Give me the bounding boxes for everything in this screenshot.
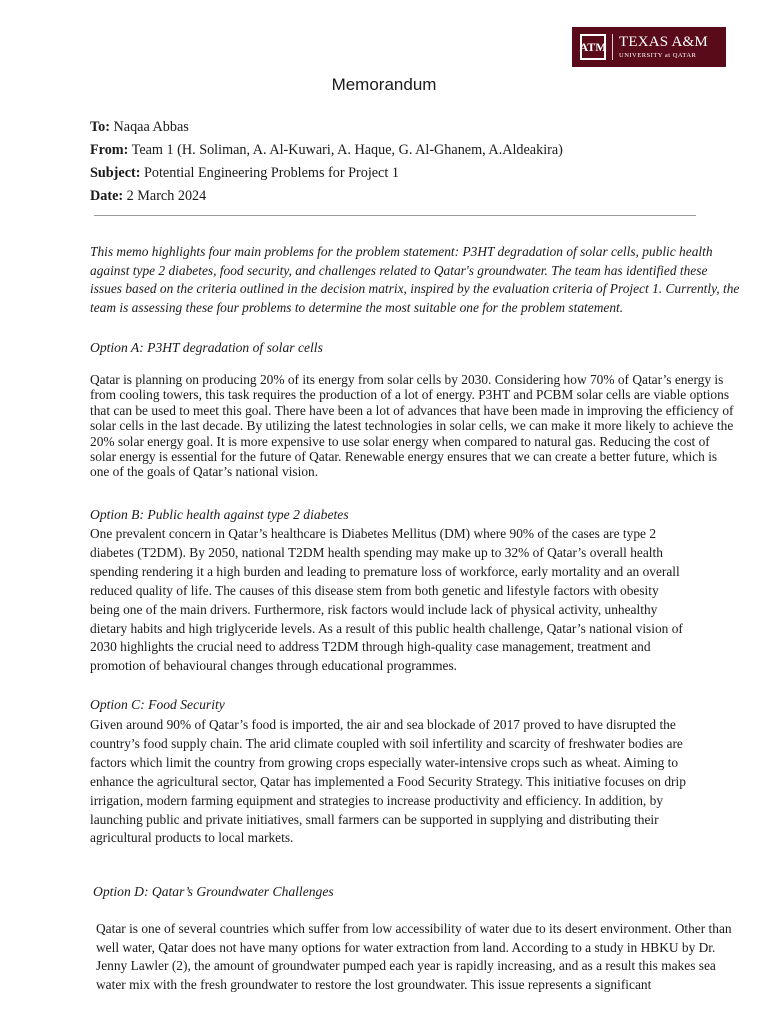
to-label: To: (90, 119, 110, 135)
intro-paragraph: This memo highlights four main problems for the problem statement: P3HT degradation of solar cells, public health against type 2 diabetes, food security, and challenges related to Qatar's groundwater. The team has identified these issues based on the criteria outlined in the decision matrix, inspired by the evaluation criteria of Project 1. Currently, the team is assessing these four problems to determine the most suitable one for the problem statement. (90, 244, 740, 316)
option-d-body: Qatar is one of several countries which suffer from low accessibility of water due to its desert environment. Other than well water, Qatar does not have many options for water extraction from land. According to a study in HBKU by Dr. Jenny Lawler (2), the amount of groundwater pumped each year is rapidly increasing, and as a result this makes sea water mix with the fresh groundwater to restore the lost groundwater. This issue represents a significant (96, 921, 732, 993)
logo-text (619, 35, 708, 60)
option-c-heading: Option C: Food Security (90, 697, 225, 712)
date-line (90, 185, 563, 208)
logo-subtitle: UNIVERSITY at QATAR (619, 51, 697, 59)
option-d-heading: Option D: Qatar’s Groundwater Challenges (93, 884, 334, 899)
logo-divider (612, 34, 613, 60)
from-line (90, 139, 563, 162)
subject-line (90, 162, 563, 185)
from-label: From: (90, 142, 129, 158)
option-a-heading: Option A: P3HT degradation of solar cells (90, 340, 323, 355)
option-a-body: Qatar is planning on producing 20% of its energy from solar cells by 2030. Considering how 70% of Qatar’s energy is from cooling towers, this task requires the production of a lot of energy. P3HT and PCBM solar cells are viable options that can be used to meet this goal. There have been a lot of advances that have been made in improving the efficiency of solar cells in the last decade. By utilizing the latest technologies in solar cells, we can make it more likely to achieve the 20% solar energy goal. It is more expensive to use solar energy when compared to natural gas. Reducing the cost of solar energy is essential for the future of Qatar. Renewable energy ensures that we can create a better future, which is one of the goals of Qatar’s national vision. (90, 372, 734, 480)
logo-name: TEXAS A&M (619, 33, 708, 50)
subject-label: Subject: (90, 165, 141, 181)
atm-logo-icon: ATM (580, 34, 606, 60)
from-value: Team 1 (H. Soliman, A. Al-Kuwari, A. Haque, G. Al-Ghanem, A.Aldeakira) (131, 142, 563, 158)
to-value: Naqaa Abbas (113, 119, 189, 135)
to-line (90, 116, 563, 139)
option-c-body: Given around 90% of Qatar’s food is imported, the air and sea blockade of 2017 proved to have disrupted the country’s food supply chain. The arid climate coupled with soil infertility and scarcity of freshwater bodies are factors which limit the country from growing crops especially water-intensive crops such as wheat. Aiming to enhance the agricultural sector, Qatar has implemented a Food Security Strategy. This initiative focuses on drip irrigation, modern farming equipment and strategies to increase productivity and efficiency. In addition, by launching public and private initiatives, small farmers can be supported in supplying and distributing their agricultural products to local markets. (90, 717, 686, 846)
option-b-heading: Option B: Public health against type 2 diabetes (90, 507, 349, 522)
date-value: 2 March 2024 (126, 188, 207, 204)
memo-header (90, 116, 563, 208)
option-b-body: One prevalent concern in Qatar’s healthcare is Diabetes Mellitus (DM) where 90% of the cases are type 2 diabetes (T2DM). By 2050, national T2DM health spending may make up to 32% of Qatar’s overall health spending rendering it a high burden and leading to premature loss of workforce, early mortality and an overall reduced quality of life. The causes of this disease stem from both genetic and lifestyle factors with obesity being one of the main drivers. Furthermore, risk factors would include lack of physical activity, unhealthy dietary habits and high triglyceride levels. As a result of this public health challenge, Qatar’s national vision of 2030 highlights the crucial need to address T2DM through high-quality case management, treatment and promotion of behavioural changes through educational programmes. (90, 526, 683, 674)
memo-title: Memorandum (331, 75, 437, 94)
university-logo (572, 27, 726, 67)
subject-value: Potential Engineering Problems for Project 1 (144, 165, 399, 181)
header-divider (94, 215, 696, 216)
date-label: Date: (90, 188, 124, 204)
